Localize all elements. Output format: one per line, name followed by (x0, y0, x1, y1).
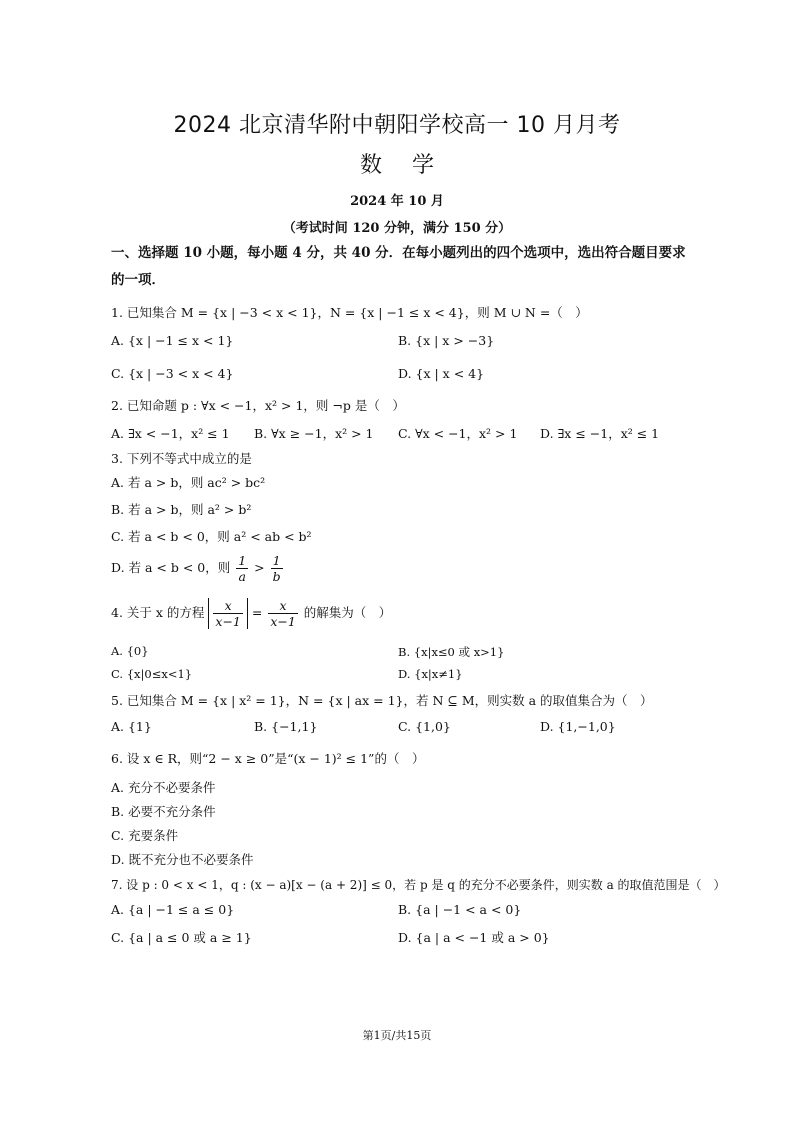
question-7-option-c: C. {a | a ≤ 0 或 a ≥ 1} (111, 930, 252, 945)
question-3-option-d-operator: > (254, 560, 265, 575)
question-7-option-d: D. {a | a < −1 或 a > 0} (398, 930, 550, 945)
question-4-stem-suffix: 的解集为（ ） (303, 605, 392, 620)
fraction-1-over-b: $\frac{1}{b}$ (272, 553, 281, 584)
exam-title: 2024 北京清华附中朝阳学校高一 10 月月考 (173, 113, 621, 138)
exam-date: 2024 年 10 月 (350, 194, 444, 209)
question-7-option-b: B. {a | −1 < a < 0} (398, 902, 522, 917)
question-6-option-b: B. 必要不充分条件 (111, 804, 216, 819)
question-3-option-d (111, 553, 285, 584)
question-6-option-d: D. 既不充分也不必要条件 (111, 852, 254, 867)
question-4-option-d: D. {x|x≠1} (398, 667, 463, 681)
question-3-option-d-prefix: D. 若 a < b < 0，则 (111, 560, 231, 575)
equals-sign: = (251, 605, 263, 620)
question-4-option-b: B. {x|x≤0 或 x>1} (398, 645, 505, 659)
absolute-value-bars (208, 598, 247, 629)
question-5-option-b: B. {−1,1} (254, 719, 318, 734)
question-6-stem: 6. 设 x ∈ R，则“2 − x ≥ 0”是“(x − 1)² ≤ 1”的（ ） (111, 751, 425, 766)
question-3-option-c: C. 若 a < b < 0，则 a² < ab < b² (111, 529, 312, 544)
question-4-option-a: A. {0} (111, 644, 149, 658)
page-number: 第1页/共15页 (362, 1029, 432, 1042)
question-5-option-a: A. {1} (111, 719, 152, 734)
exam-duration: （考试时间 120 分钟，满分 150 分） (282, 221, 512, 236)
question-3-option-b: B. 若 a > b，则 a² > b² (111, 502, 252, 517)
fraction-x-over-x-minus-1-rhs: $\frac{x}{x-1}$ (270, 598, 296, 629)
question-4-stem-prefix: 4. 关于 x 的方程 (111, 605, 205, 620)
question-3-stem: 3. 下列不等式中成立的是 (111, 451, 252, 466)
question-1-option-d: D. {x | x < 4} (398, 366, 485, 381)
question-2-option-b: B. ∀x ≥ −1，x² > 1 (254, 426, 374, 441)
question-4-stem (111, 598, 391, 629)
question-6-option-a: A. 充分不必要条件 (111, 780, 216, 795)
question-4-option-c: C. {x|0≤x<1} (111, 667, 193, 681)
question-2-option-c: C. ∀x < −1，x² > 1 (398, 426, 518, 441)
question-5-option-d: D. {1,−1,0} (540, 719, 616, 734)
question-1-option-a: A. {x | −1 ≤ x < 1} (111, 333, 234, 348)
question-1-option-b: B. {x | x > −3} (398, 333, 495, 348)
question-7-option-a: A. {a | −1 ≤ a ≤ 0} (111, 902, 235, 917)
fraction-x-over-x-minus-1: $\frac{x}{x-1}$ (215, 598, 241, 629)
question-3-option-a: A. 若 a > b，则 ac² > bc² (111, 475, 266, 490)
subject-heading: 数学 (359, 153, 464, 178)
question-6-option-c: C. 充要条件 (111, 828, 179, 843)
question-2-option-a: A. ∃x < −1，x² ≤ 1 (111, 426, 230, 441)
question-5-option-c: C. {1,0} (398, 719, 451, 734)
question-5-stem: 5. 已知集合 M = {x | x² = 1}，N = {x | ax = 1}，若 N ⊆ M，则实数 a 的取值集合为（ ） (111, 693, 653, 708)
fraction-1-over-a: $\frac{1}{a}$ (238, 553, 247, 584)
section-heading: 一、选择题 10 小题，每小题 4 分，共 40 分．在每小题列出的四个选项中，选出符合题目要求的一项． (111, 245, 686, 288)
question-1-option-c: C. {x | −3 < x < 4} (111, 366, 234, 381)
question-7-stem: 7. 设 p : 0 < x < 1，q : (x − a)[x − (a + 2)] ≤ 0，若 p 是 q 的充分不必要条件，则实数 a 的取值范围是（ ） (111, 878, 726, 892)
question-2-option-d: D. ∃x ≤ −1，x² ≤ 1 (540, 426, 660, 441)
question-1-stem: 1. 已知集合 M = {x | −3 < x < 1}，N = {x | −1 ≤ x < 4}，则 M ∪ N =（ ） (111, 305, 588, 320)
question-2-stem: 2. 已知命题 p : ∀x < −1，x² > 1，则 ¬p 是（ ） (111, 398, 405, 413)
